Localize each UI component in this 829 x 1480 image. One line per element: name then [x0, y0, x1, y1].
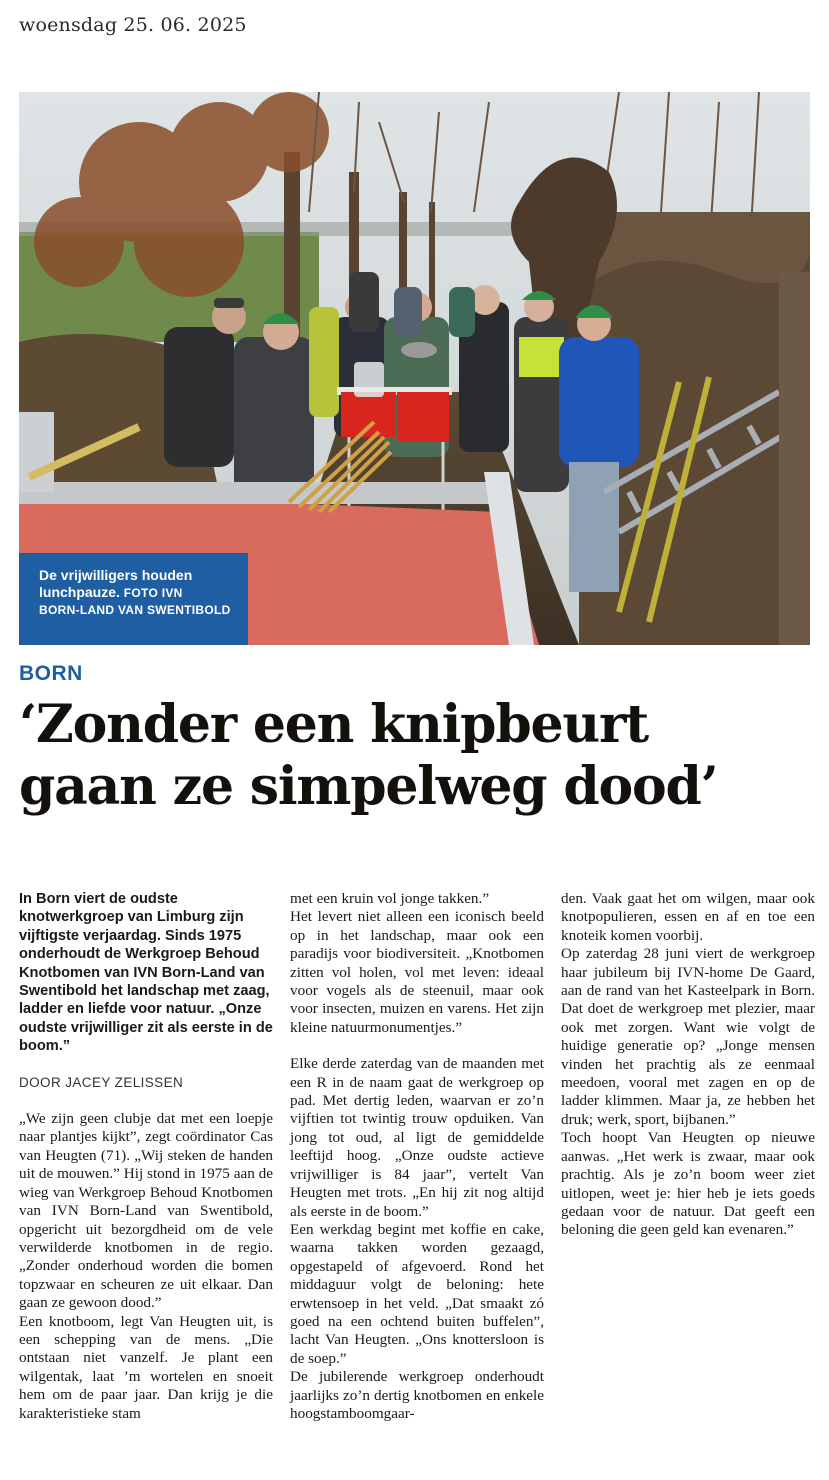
- article-headline: [19, 694, 819, 818]
- photo-credit: FOTO IVN: [123, 586, 183, 600]
- body-paragraph: Een werkdag begint met koffie en cake, waarna takken worden gezaagd, opgestapeld of afgevoerd. Rond het middaguur volgt de beloning: hete erwtensoep in het veld. „Dat smaakt zó goed na een ochtend buiten buffelen”, lacht Van Heugten. „Ons knottersloon is de soep.”: [290, 1220, 544, 1367]
- body-paragraph: Toch hoopt Van Heugten op nieuwe aanwas. „Het werk is zwaar, maar ook prachtig. Als je zo’n boom weer ziet uitlopen, weet je: hier heb je iets goeds gedaan voor de natuur. Dat geeft een beloning die geen geld kan evenaren.”: [561, 1129, 815, 1239]
- edition-date: woensdag 25. 06. 2025: [19, 14, 247, 36]
- photo-credit-line-2: BORN-LAND VAN SWENTIBOLD: [39, 603, 231, 617]
- body-paragraph: Het levert niet alleen een iconisch beeld op in het landschap, maar ook een paradijs voor biodiversiteit. „Knotbomen zitten vol holen, vol met leven: ideaal voor vogels als de steenuil, maar ook voor insecten, muizen en varens. Het zijn kleine natuurmonumentjes.”: [290, 908, 544, 1036]
- body-paragraph: Een knotboom, legt Van Heugten uit, is een schepping van de mens. „Die ontstaan niet vanzelf. Je plant een wilgentak, laat ’m wortelen en snoeit hem om de paar jaar. Dan krijg je die karakteristieke stam: [19, 1312, 273, 1422]
- body-paragraph: De jubilerende werkgroep onderhoudt jaarlijks zo’n dertig knotbomen en enkele hoogstamboomgaar-: [290, 1368, 544, 1422]
- article-column-1: [19, 890, 273, 1423]
- article-intro: In Born viert de oudste knotwerkgroep van Limburg zijn vijftigste verjaardag. Sinds 1975 onderhoudt de Werkgroep Behoud Knotbomen van IVN Born-Land van Swentibold het landschap met zaag, ladder en liefde voor natuur. „Onze oudste vrijwilliger zit als eerste in de boom.”: [19, 891, 273, 1055]
- caption-line-1: De vrijwilligers houden: [39, 567, 193, 583]
- article-photo: [19, 92, 810, 645]
- body-paragraph: „We zijn geen clubje dat met een loepje naar plantjes kijkt”, zegt coördinator Cas van Heugten (71). „Wij steken de handen uit de mouwen.” Hij stond in 1975 aan de wieg van Werkgroep Behoud Knotbomen van IVN Born-Land van Swentibold, opgericht uit bezorgdheid om de vele verwilderde knotbomen in de regio. „Zonder onderhoud worden die bomen topzwaar en scheuren ze uit elkaar. Dan gaan ze gewoon dood.”: [19, 1110, 273, 1312]
- caption-line-2: lunchpauze.: [39, 584, 120, 600]
- body-paragraph: Elke derde zaterdag van de maanden met een R in de naam gaat de werkgroep op pad. Met dertig leden, waarvan er zo’n vijftien tot twintig trouw opduiken. Van jong tot oud, al ligt de gemiddelde leeftijd hoog. „Onze oudste actieve vrijwilliger is 84 jaar”, vertelt Van Heugten met trots. „En hij zit nog altijd als eerste in de boom.”: [290, 1055, 544, 1220]
- body-paragraph: met een kruin vol jonge takken.”: [290, 890, 490, 907]
- headline-line-1: ‘Zonder een knipbeurt: [19, 694, 648, 755]
- photo-caption: [19, 553, 248, 645]
- headline-line-2: gaan ze simpelweg dood’: [19, 756, 718, 817]
- body-paragraph: Op zaterdag 28 juni viert de werkgroep haar jubileum bij IVN-home De Gaard, aan de rand van het Kasteelpark in Born. Dat doet de werkgroep met plezier, maar ook met zorgen. Want wie volgt de huidige generatie op? „Jonge mensen vinden het prachtig als ze eenmaal meedoen, vooral met zagen en op de ladder klimmen. Maar ja, ze hebben het druk; werk, sport, bijbanen.”: [561, 945, 815, 1128]
- article-column-3: [561, 890, 815, 1240]
- body-paragraph: den. Vaak gaat het om wilgen, maar ook knotpopulieren, essen en af en toe een knoteik komen voorbij.: [561, 890, 815, 944]
- article-byline: DOOR JACEY ZELISSEN: [19, 1074, 184, 1090]
- location-kicker: BORN: [19, 662, 83, 685]
- article-column-2: [290, 890, 544, 1423]
